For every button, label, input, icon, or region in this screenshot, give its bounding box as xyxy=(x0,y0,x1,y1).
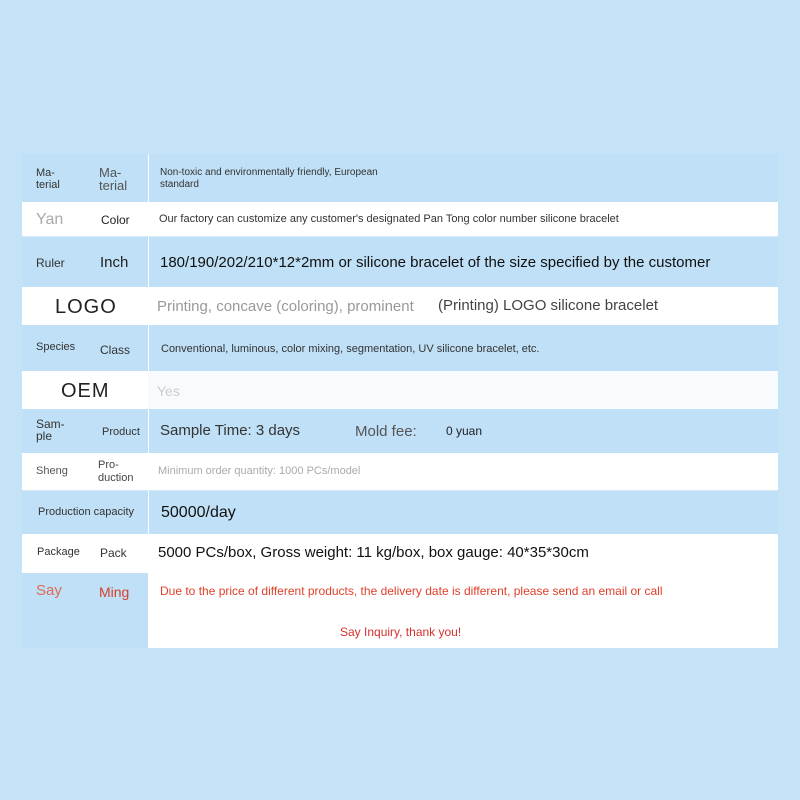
row-value-secondary: Say Inquiry, thank you! xyxy=(340,625,462,639)
row-value-secondary: 0 yuan xyxy=(446,424,483,438)
row-value-cell xyxy=(148,287,778,325)
row-label: Package xyxy=(37,546,80,558)
row-value: Our factory can customize any customer's designated Pan Tong color number silicone bracelet xyxy=(159,213,619,225)
row-label-cell xyxy=(22,325,149,371)
row-label-cell xyxy=(22,371,148,409)
spec-table xyxy=(22,154,778,648)
table-row-statement xyxy=(22,573,778,648)
row-value-cell xyxy=(149,154,778,202)
row-value-cell xyxy=(149,409,778,453)
row-label-cell xyxy=(22,202,148,237)
row-label-cell xyxy=(22,154,149,202)
table-row-logo xyxy=(22,287,778,325)
row-value-cell xyxy=(148,202,778,237)
row-value: Conventional, luminous, color mixing, segmentation, UV silicone bracelet, etc. xyxy=(161,343,540,355)
table-row-moq xyxy=(22,453,778,491)
row-value: 5000 PCs/box, Gross weight: 11 kg/box, box gauge: 40*35*30cm xyxy=(158,544,589,561)
row-value-cell xyxy=(149,491,778,534)
row-label-cell xyxy=(22,491,149,534)
table-row-oem xyxy=(22,371,778,409)
row-value-cell xyxy=(148,534,778,573)
row-value-cell xyxy=(148,371,778,409)
row-label: Sam- ple xyxy=(36,417,65,443)
row-value: Due to the price of different products, the delivery date is different, please send an email or call xyxy=(160,584,663,598)
row-label-secondary: Ma- terial xyxy=(99,165,128,193)
row-label: Say xyxy=(36,582,62,599)
row-label-cell xyxy=(22,453,148,491)
table-row-capacity xyxy=(22,491,778,534)
row-label: Yan xyxy=(36,211,64,228)
row-value: Sample Time: 3 days xyxy=(160,422,301,439)
table-row-size xyxy=(22,237,778,287)
row-value: Minimum order quantity: 1000 PCs/model xyxy=(158,465,361,477)
row-value: Yes xyxy=(157,383,180,399)
row-value: 50000/day xyxy=(161,504,236,521)
row-label-secondary: Class xyxy=(100,343,131,357)
table-row-color xyxy=(22,202,778,237)
row-value-cell xyxy=(149,237,778,287)
row-label: Production capacity xyxy=(38,506,134,518)
row-label: LOGO xyxy=(55,296,117,318)
row-label: Ma- terial xyxy=(36,167,60,191)
row-label: Sheng xyxy=(36,465,68,477)
row-label-cell xyxy=(22,409,149,453)
row-value-label: Mold fee: xyxy=(355,423,417,440)
row-label-cell xyxy=(22,573,149,648)
row-label: Ruler xyxy=(36,256,65,270)
row-label-secondary: Pro- duction xyxy=(98,459,134,484)
row-label: Species xyxy=(36,341,76,353)
row-value-secondary: (Printing) LOGO silicone bracelet xyxy=(438,297,659,314)
table-row-species xyxy=(22,325,778,371)
row-label: OEM xyxy=(61,380,110,402)
row-value-cell xyxy=(149,573,778,648)
row-value: Non-toxic and environmentally friendly, European standard xyxy=(160,167,378,190)
row-label-cell xyxy=(22,287,148,325)
row-value-cell xyxy=(148,453,778,491)
row-label-secondary: Pack xyxy=(100,546,127,560)
row-value-cell xyxy=(149,325,778,371)
row-value: 180/190/202/210*12*2mm or silicone bracelet of the size specified by the customer xyxy=(160,254,711,271)
table-row-sample xyxy=(22,409,778,453)
row-label-secondary: Ming xyxy=(99,584,130,600)
row-label-cell xyxy=(22,534,148,573)
table-row-package xyxy=(22,534,778,573)
row-label-secondary: Color xyxy=(101,213,130,227)
row-label-cell xyxy=(22,237,149,287)
row-label-secondary: Product xyxy=(102,426,140,438)
row-label-secondary: Inch xyxy=(100,254,129,271)
table-row-material xyxy=(22,154,778,202)
row-value: Printing, concave (coloring), prominent xyxy=(157,298,414,315)
